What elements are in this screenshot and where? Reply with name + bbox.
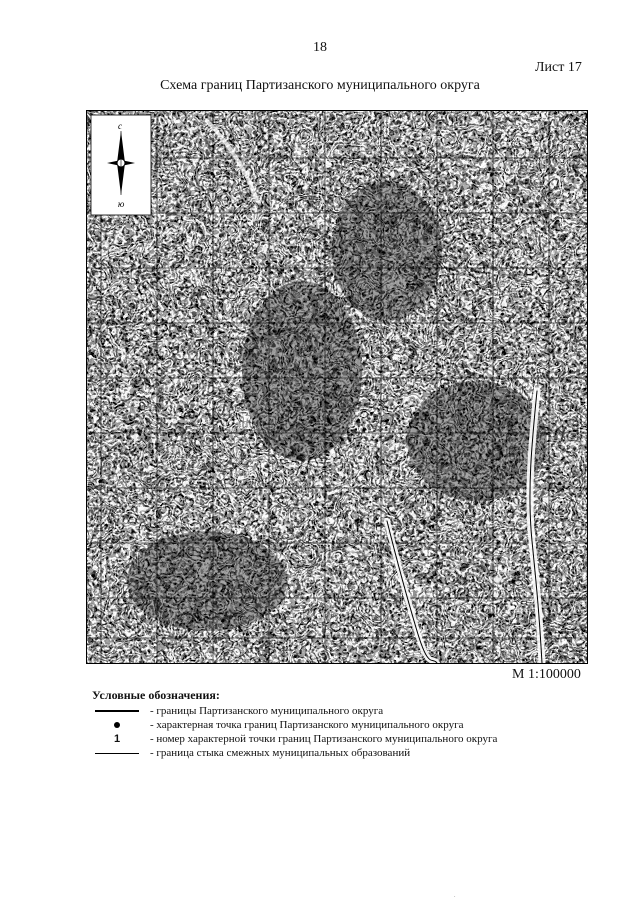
number-symbol: 1	[113, 733, 121, 745]
legend-item-text: - границы Партизанского муниципального округа	[150, 705, 384, 717]
legend-item-text: - характерная точка границ Партизанского муниципального округа	[150, 719, 464, 731]
topographic-map	[86, 110, 588, 664]
map-legend	[92, 688, 612, 760]
map-title: Схема границ Партизанского муниципального округа	[160, 78, 480, 93]
legend-item-junction	[92, 746, 612, 760]
compass-inset	[91, 115, 151, 215]
sheet-label: Лист 17	[535, 60, 582, 75]
legend-item-text: - граница стыка смежных муниципальных образований	[150, 747, 411, 759]
footer-mark: .	[454, 893, 456, 899]
thin-line-symbol	[92, 753, 142, 754]
legend-item-text: - номер характерной точки границ Партизанского муниципального округа	[150, 733, 498, 745]
legend-title: Условные обозначения:	[92, 688, 220, 702]
compass-north-label: с	[118, 121, 122, 131]
dot-symbol	[92, 722, 142, 728]
compass-south-label: ю	[118, 199, 125, 209]
thick-line-symbol	[92, 710, 142, 712]
map-scale: М 1:100000	[512, 667, 581, 682]
legend-item-boundary	[92, 704, 612, 718]
legend-item-point	[92, 718, 612, 732]
page-number: 18	[313, 40, 327, 55]
map-canvas	[87, 111, 587, 663]
legend-item-point-number	[92, 732, 612, 746]
